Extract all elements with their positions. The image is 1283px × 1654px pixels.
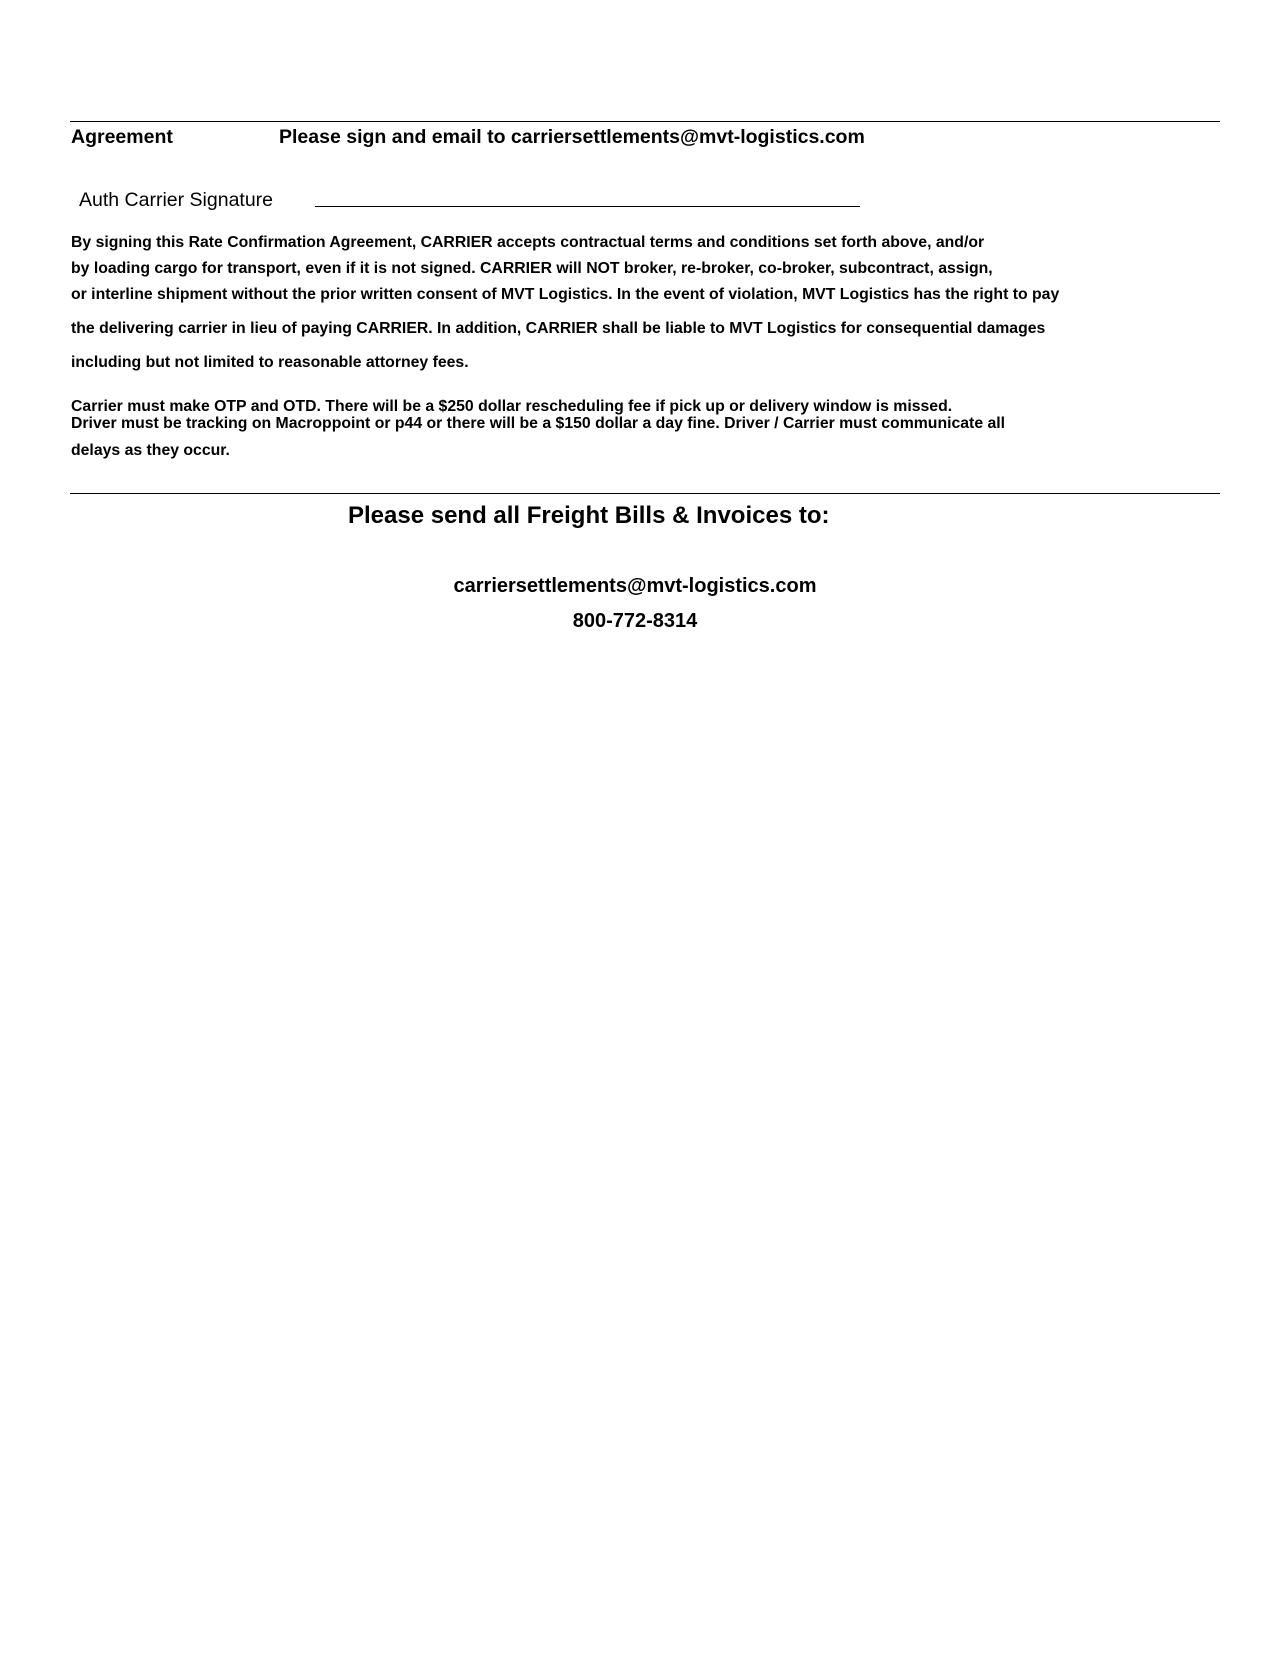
signature-line[interactable] [315, 206, 860, 207]
terms-line: by loading cargo for transport, even if it is not signed. CARRIER will NOT broker, re-broker, co-broker, subcontract, assign, [71, 260, 993, 277]
top-divider [70, 121, 1220, 122]
terms-line: the delivering carrier in lieu of paying CARRIER. In addition, CARRIER shall be liable to MVT Logistics for consequential damages [71, 320, 1046, 337]
billing-heading: Please send all Freight Bills & Invoices to: [348, 502, 830, 529]
agreement-instruction: Please sign and email to carriersettlements@mvt-logistics.com [279, 126, 865, 148]
terms-line: including but not limited to reasonable attorney fees. [71, 354, 469, 371]
billing-email[interactable]: carriersettlements@mvt-logistics.com [453, 575, 817, 597]
agreement-label: Agreement [71, 126, 173, 148]
bottom-divider [70, 493, 1220, 494]
terms-line: By signing this Rate Confirmation Agreement, CARRIER accepts contractual terms and conditions set forth above, and/or [71, 234, 985, 251]
carrier-rule-line: Carrier must make OTP and OTD. There will be a $250 dollar rescheduling fee if pick up or delivery window is missed. [71, 398, 953, 415]
signature-label: Auth Carrier Signature [79, 189, 274, 211]
carrier-rule-line: Driver must be tracking on Macroppoint or p44 or there will be a $150 dollar a day fine. Driver / Carrier must communicate all [71, 415, 1006, 432]
terms-line: or interline shipment without the prior written consent of MVT Logistics. In the event of violation, MVT Logistics has the right to pay [71, 286, 1060, 303]
billing-phone[interactable]: 800-772-8314 [572, 610, 698, 632]
carrier-rule-line: delays as they occur. [71, 442, 230, 459]
